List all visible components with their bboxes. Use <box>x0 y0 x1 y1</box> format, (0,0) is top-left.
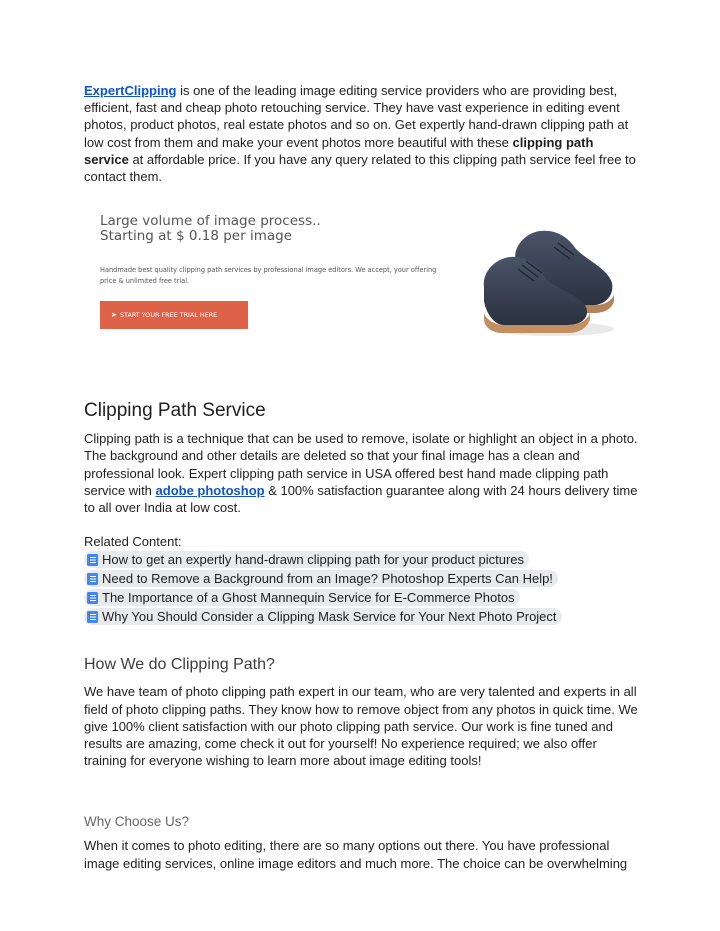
banner-heading <box>100 214 321 244</box>
related-link-4[interactable] <box>84 608 562 625</box>
related-link-1[interactable] <box>84 551 529 568</box>
expertclipping-link[interactable]: ExpertClipping <box>84 83 177 98</box>
intro-paragraph <box>84 82 640 185</box>
intro-text-1: is one of the leading image editing service providers who are providing best, efficient, fast and cheap photo retouching service. They have vast experience in editing event photos, product photos, real estate photos and so on. Get expertly hand-drawn clipping path at low cost from them and make your event photos more beautiful with these <box>84 83 629 150</box>
section-1-text-1: Clipping path is a technique that can be used to remove, isolate or highlight an object in a photo. The background and other details are deleted so that your final image has a clean and professional look. Expert clipping path service in USA offered best hand made clipping path service with <box>84 431 638 498</box>
related-link-3[interactable] <box>84 589 520 606</box>
document-icon <box>87 554 98 566</box>
section-2-paragraph: We have team of photo clipping path expert in our team, who are very talented and experts in all field of photo clipping paths. They know how to remove object from any photos in quick time. We give 100% client satisfaction with our photo clipping path service. Our work is fine tuned and results are amazing, come check it out for yourself! No experience required; we also offer training for everyone wishing to learn more about image editing tools! <box>84 684 638 769</box>
section-1-text-2: & 100% satisfaction guarantee along with 24 hours delivery time to all over India at low cost. <box>84 482 638 516</box>
send-arrow-icon: ➤ <box>111 311 117 320</box>
related-content-label: Related Content: <box>84 534 182 550</box>
banner-subtext: Handmade best quality clipping path services by professional image editors. We accept, your offering price & unlimited free trial. <box>100 266 437 286</box>
related-link-label: How to get an expertly hand-drawn clipping path for your product pictures <box>102 552 525 568</box>
document-icon <box>87 611 98 623</box>
related-link-label: Why You Should Consider a Clipping Mask Service for Your Next Photo Project <box>102 609 557 625</box>
promo-banner[interactable] <box>84 209 640 357</box>
adobe-photoshop-link[interactable]: adobe photoshop <box>155 482 265 498</box>
banner-heading-line-2: Starting at $ 0.18 per image <box>100 228 292 245</box>
start-free-trial-button[interactable] <box>100 301 248 329</box>
banner-heading-line-1: Large volume of image process.. <box>100 213 321 230</box>
start-free-trial-label: START YOUR FREE TRIAL HERE <box>120 311 218 320</box>
related-content-list <box>84 551 640 627</box>
shoe-photo <box>476 209 626 357</box>
intro-bold-text: clipping path service <box>84 134 594 167</box>
section-heading-clipping-path-service: Clipping Path Service <box>84 400 266 422</box>
section-heading-how-we-do-clipping-path: How We do Clipping Path? <box>84 656 275 674</box>
document-page <box>84 82 640 872</box>
related-link-label: Need to Remove a Background from an Image? Photoshop Experts Can Help! <box>102 571 553 587</box>
related-link-label: The Importance of a Ghost Mannequin Service for E-Commerce Photos <box>102 590 515 606</box>
section-3-paragraph: When it comes to photo editing, there are so many options out there. You have professional image editing services, online image editors and much more. The choice can be overwhelming <box>84 838 628 871</box>
section-1-paragraph <box>84 430 640 516</box>
related-link-2[interactable] <box>84 570 558 587</box>
document-icon <box>87 592 98 604</box>
section-heading-why-choose-us: Why Choose Us? <box>84 814 190 830</box>
intro-text-2: at affordable price. If you have any query related to this clipping path service feel free to contact them. <box>84 151 636 185</box>
document-icon <box>87 573 98 585</box>
